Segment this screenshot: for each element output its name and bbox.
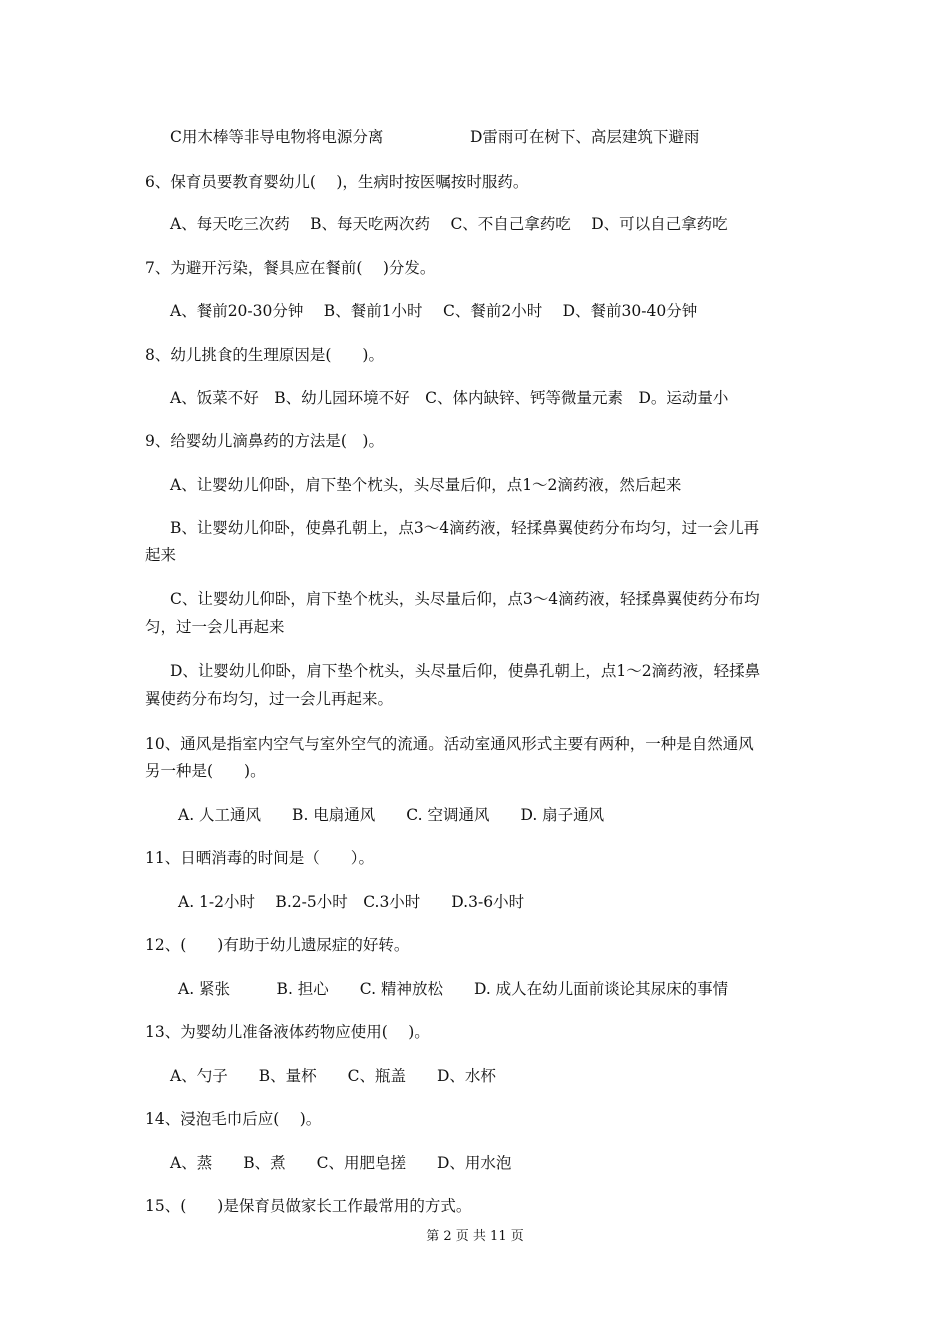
question-10: 10、通风是指室内空气与室外空气的流通。活动室通风形式主要有两种，一种是自然通风 [145, 735, 754, 753]
question-9-option-d-cont: 翼使药分布均匀，过一会儿再起来。 [145, 690, 394, 708]
question-8: 8、幼儿挑食的生理原因是( )。 [145, 346, 384, 364]
question-8-options: A、饭菜不好 B、幼儿园环境不好 C、体内缺锌、钙等微量元素 D。运动量小 [170, 389, 729, 407]
question-7: 7、为避开污染，餐具应在餐前( )分发。 [145, 259, 436, 277]
question-9-option-c: C、让婴幼儿仰卧，肩下垫个枕头，头尽量后仰，点3～4滴药液，轻揉鼻翼使药分布均 [170, 590, 760, 608]
question-10-cont: 另一种是( )。 [145, 762, 266, 780]
question-11-options: A. 1-2小时 B.2-5小时 C.3小时 D.3-6小时 [178, 893, 525, 911]
question-12-options: A. 紧张 B. 担心 C. 精神放松 D. 成人在幼儿面前谈论其尿床的事情 [178, 980, 729, 998]
question-12: 12、( )有助于幼儿遗尿症的好转。 [145, 936, 410, 954]
option-d-line: D雷雨可在树下、高层建筑下避雨 [470, 128, 700, 146]
question-15: 15、( )是保育员做家长工作最常用的方式。 [145, 1197, 472, 1215]
question-7-options: A、餐前20-30分钟 B、餐前1小时 C、餐前2小时 D、餐前30-40分钟 [170, 302, 698, 320]
question-6: 6、保育员要教育婴幼儿( )，生病时按医嘱按时服药。 [145, 173, 529, 191]
question-13: 13、为婴幼儿准备液体药物应使用( )。 [145, 1023, 430, 1041]
option-c-line: C用木棒等非导电物将电源分离 [170, 128, 384, 146]
question-10-options: A. 人工通风 B. 电扇通风 C. 空调通风 D. 扇子通风 [178, 806, 605, 824]
question-9-option-b: B、让婴幼儿仰卧，使鼻孔朝上，点3～4滴药液，轻揉鼻翼使药分布均匀，过一会儿再 [170, 519, 760, 537]
question-9-option-b-cont: 起来 [145, 546, 177, 564]
question-11: 11、日晒消毒的时间是（ ）。 [145, 849, 374, 867]
question-13-options: A、勺子 B、量杯 C、瓶盖 D、水杯 [170, 1067, 496, 1085]
question-6-options: A、每天吃三次药 B、每天吃两次药 C、不自己拿药吃 D、可以自己拿药吃 [170, 215, 728, 233]
page-footer: 第 2 页 共 11 页 [426, 1229, 524, 1244]
question-14: 14、浸泡毛巾后应( )。 [145, 1110, 322, 1128]
question-14-options: A、蒸 B、煮 C、用肥皂搓 D、用水泡 [170, 1154, 512, 1172]
question-9-option-a: A、让婴幼儿仰卧，肩下垫个枕头，头尽量后仰，点1～2滴药液，然后起来 [170, 476, 682, 494]
question-9-option-c-cont: 匀，过一会儿再起来 [145, 618, 285, 636]
question-9: 9、给婴幼儿滴鼻药的方法是( )。 [145, 432, 384, 450]
question-9-option-d: D、让婴幼儿仰卧，肩下垫个枕头，头尽量后仰，使鼻孔朝上，点1～2滴药液，轻揉鼻 [170, 662, 761, 680]
